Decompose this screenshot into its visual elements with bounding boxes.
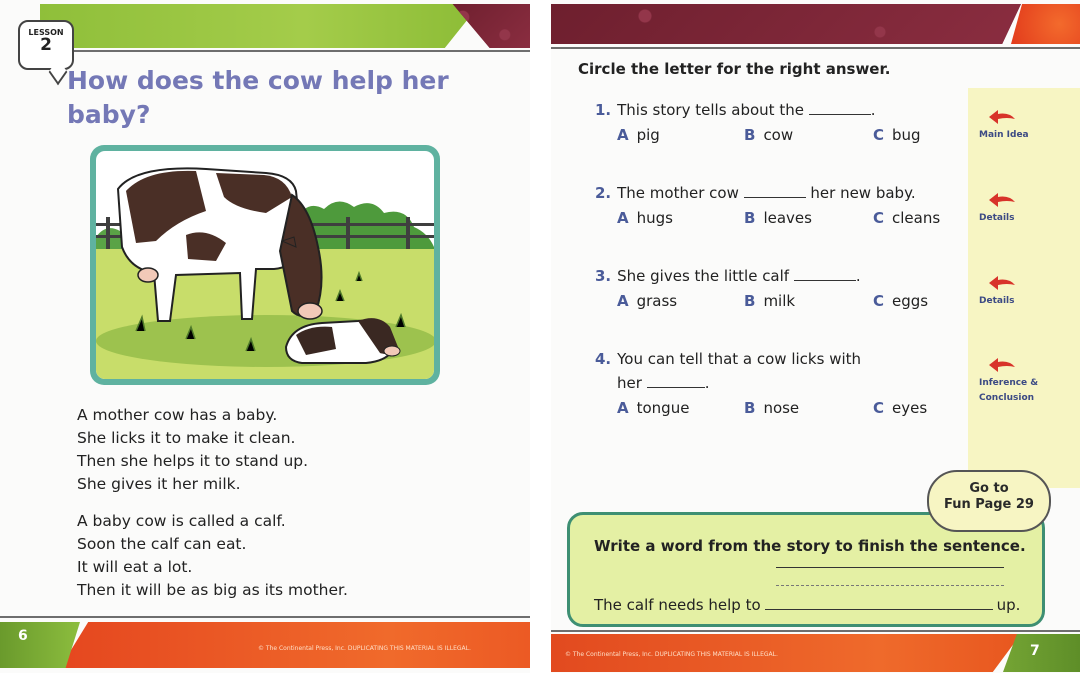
story-line: Soon the calf can eat.: [77, 535, 247, 553]
answer-blank: [794, 266, 856, 281]
question-number: 1.: [595, 101, 612, 119]
cow-and-calf-picture: [96, 151, 434, 379]
header-rule: [551, 47, 1080, 49]
writing-sentence-start: The calf needs help to: [594, 596, 761, 614]
skill-inference: [979, 358, 1074, 405]
arrow-left-icon: [989, 276, 1015, 290]
story-line: She gives it her milk.: [77, 475, 241, 493]
question-4: [595, 347, 965, 425]
option-b[interactable]: B cow: [744, 126, 794, 144]
arrow-left-icon: [989, 110, 1015, 124]
story-paragraph-2: [77, 510, 348, 602]
question-1: [595, 98, 965, 152]
cow-illustration: [90, 145, 440, 385]
copyright-notice: © The Continental Press, Inc. DUPLICATING THIS MATERIAL IS ILLEGAL.: [258, 645, 471, 652]
option-c[interactable]: C eyes: [873, 399, 928, 417]
lesson-title: How does the cow help her baby?: [67, 66, 449, 129]
story-line: Then it will be as big as its mother.: [77, 581, 348, 599]
writing-guide-line: [776, 585, 1004, 586]
story-paragraph-1: [77, 404, 308, 496]
option-c[interactable]: C bug: [873, 126, 921, 144]
story-line: She licks it to make it clean.: [77, 429, 296, 447]
story-line: A baby cow is called a calf.: [77, 512, 286, 530]
story-line: Then she helps it to stand up.: [77, 452, 309, 470]
writing-blank[interactable]: [765, 595, 993, 610]
skill-details-2: [979, 276, 1074, 308]
go-to-fun-page-bubble: [927, 470, 1051, 532]
answer-blank: [647, 373, 705, 388]
instructions: Circle the letter for the right answer.: [578, 60, 891, 78]
left-page: [0, 0, 530, 673]
skill-main-idea: [979, 110, 1074, 142]
option-a[interactable]: A hugs: [617, 209, 673, 227]
skill-label: Conclusion: [979, 393, 1035, 403]
question-text-end: .: [855, 267, 861, 285]
option-b[interactable]: B milk: [744, 292, 796, 310]
question-text-end: .: [704, 374, 710, 392]
question-text-end: her new baby.: [810, 184, 916, 202]
arrow-left-icon: [989, 358, 1015, 372]
page-number: 6: [18, 628, 28, 644]
answer-options: [595, 292, 965, 318]
question-number: 4.: [595, 350, 612, 368]
question-text-end: .: [870, 101, 876, 119]
option-b[interactable]: B nose: [744, 399, 800, 417]
skill-label: Inference &: [979, 378, 1039, 388]
right-page: [551, 0, 1080, 673]
question-text: She gives the little calf: [617, 267, 790, 285]
option-a[interactable]: A pig: [617, 126, 660, 144]
answer-options: [595, 126, 965, 152]
answer-options: [595, 399, 965, 425]
lesson-label: LESSON: [28, 28, 64, 37]
option-b[interactable]: B leaves: [744, 209, 812, 227]
question-2: [595, 181, 965, 235]
answer-options: [595, 209, 965, 235]
copyright-notice: © The Continental Press, Inc. DUPLICATING THIS MATERIAL IS ILLEGAL.: [565, 651, 778, 658]
skill-label: Details: [979, 296, 1015, 306]
option-c[interactable]: C eggs: [873, 292, 929, 310]
lesson-number: 2: [40, 35, 52, 55]
option-c[interactable]: C cleans: [873, 209, 941, 227]
question-number: 2.: [595, 184, 612, 202]
header-band-orange: [1011, 4, 1080, 44]
header-rule: [40, 50, 530, 52]
writing-sentence-end: up.: [996, 596, 1021, 614]
lesson-badge: [18, 20, 74, 70]
book-gutter: [530, 0, 551, 673]
answer-blank: [744, 183, 806, 198]
skill-label: Main Idea: [979, 130, 1029, 140]
answer-blank: [809, 100, 871, 115]
skill-details-1: [979, 193, 1074, 225]
question-3: [595, 264, 965, 318]
option-a[interactable]: A grass: [617, 292, 678, 310]
question-text: You can tell that a cow licks with: [617, 350, 862, 368]
story-line: A mother cow has a baby.: [77, 406, 278, 424]
writing-title: Write a word from the story to finish the sentence.: [594, 537, 1026, 555]
writing-line[interactable]: [776, 567, 1004, 568]
question-number: 3.: [595, 267, 612, 285]
goto-line-2: Fun Page 29: [944, 497, 1034, 512]
goto-line-1: Go to: [969, 481, 1009, 496]
footer-rule: [551, 630, 1080, 632]
option-a[interactable]: A tongue: [617, 399, 690, 417]
header-band-green: [40, 4, 480, 48]
story-line: It will eat a lot.: [77, 558, 193, 576]
header-band-stars: [551, 4, 1021, 44]
question-text: The mother cow: [617, 184, 739, 202]
footer-rule: [0, 616, 530, 618]
question-text-line2: her: [617, 374, 642, 392]
question-text: This story tells about the: [617, 101, 804, 119]
skill-label: Details: [979, 213, 1015, 223]
arrow-left-icon: [989, 193, 1015, 207]
page-number: 7: [1030, 643, 1040, 659]
